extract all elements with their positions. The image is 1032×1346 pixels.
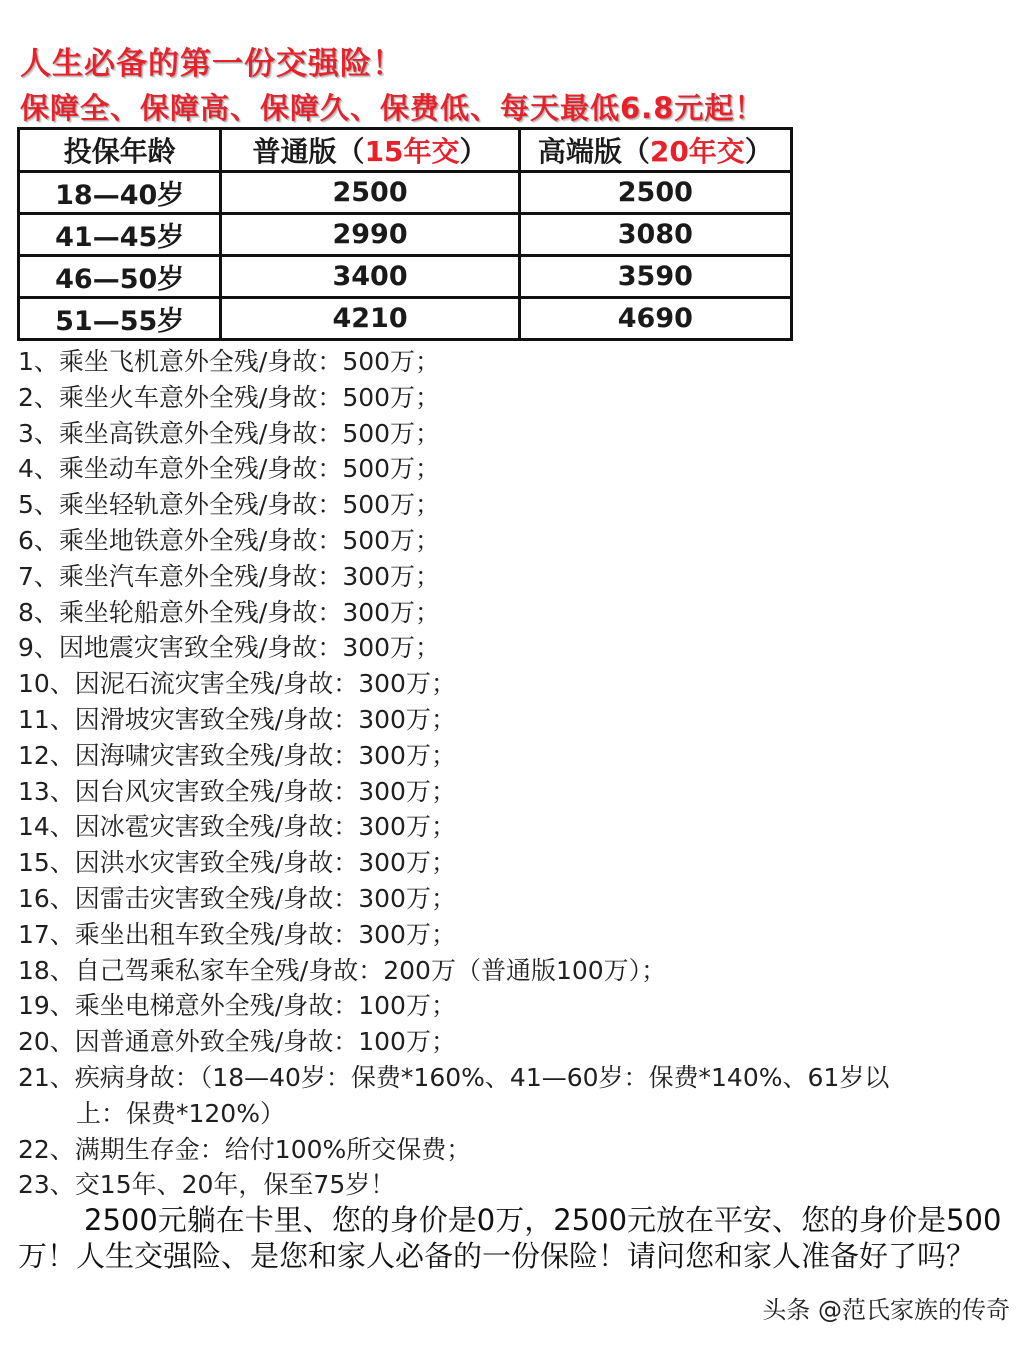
headline-title: 人生必备的第一份交强险！	[20, 46, 404, 82]
list-item: 10、因泥石流灾害全残/身故：300万；	[18, 669, 456, 699]
cell-standard: 2500	[221, 172, 519, 214]
table-row	[19, 172, 792, 214]
cell-age: 51—55岁	[19, 298, 221, 340]
cell-premium: 3590	[519, 256, 791, 298]
list-item: 2、乘坐火车意外全残/身故：500万；	[18, 382, 441, 412]
closing-paragraph: 2500元躺在卡里、您的身价是0万，2500元放在平安、您的身价是500万！人生交强险、是您和家人必备的一份保险！请问您和家人准备好了吗？	[18, 1203, 1002, 1273]
list-item: 11、因滑坡灾害致全残/身故：300万；	[18, 704, 456, 734]
list-item: 7、乘坐汽车意外全残/身故：300万；	[18, 561, 441, 591]
cell-age: 18—40岁	[19, 172, 221, 214]
table-row	[19, 214, 792, 256]
list-item: 6、乘坐地铁意外全残/身故：500万；	[18, 525, 441, 555]
cell-age: 46—50岁	[19, 256, 221, 298]
list-item: 12、因海啸灾害致全残/身故：300万；	[18, 740, 456, 770]
list-item: 19、乘坐电梯意外全残/身故：100万；	[18, 991, 456, 1021]
coverage-list	[18, 344, 1018, 1203]
header-standard	[221, 129, 519, 172]
table-header-row	[19, 129, 792, 172]
header-standard-name: 普通版（	[252, 135, 365, 168]
list-item: 22、满期生存金：给付100%所交保费；	[18, 1134, 472, 1164]
cell-premium: 2500	[519, 172, 791, 214]
list-item: 3、乘坐高铁意外全残/身故：500万；	[18, 418, 441, 448]
header-premium	[519, 129, 791, 172]
header-premium-name: 高端版（	[537, 135, 650, 168]
list-item: 1、乘坐飞机意外全残/身故：500万；	[18, 347, 441, 376]
headline-subtitle: 保障全、保障高、保障久、保费低、每天最低6.8元起！	[20, 91, 765, 125]
header-standard-term: 15年交	[364, 135, 460, 168]
table-row	[19, 256, 792, 298]
header-age: 投保年龄	[19, 129, 221, 172]
list-item: 8、乘坐轮船意外全残/身故：300万；	[18, 597, 441, 627]
illness-line-1: 21、疾病身故：（18—40岁：保费*160%、41—60岁：保费*140%、61岁以	[18, 1062, 890, 1092]
list-item: 4、乘坐动车意外全残/身故：500万；	[18, 454, 441, 484]
premium-table	[17, 127, 793, 341]
cell-age: 41—45岁	[19, 214, 221, 256]
header-premium-term: 20年交	[649, 135, 745, 168]
header-standard-close: ）	[459, 135, 488, 168]
cell-premium: 4690	[519, 298, 791, 340]
list-item: 13、因台风灾害致全残/身故：300万；	[18, 776, 456, 806]
list-item: 15、因洪水灾害致全残/身故：300万；	[18, 848, 456, 878]
list-item: 14、因冰雹灾害致全残/身故：300万；	[18, 812, 456, 842]
list-item: 16、因雷击灾害致全残/身故：300万；	[18, 883, 456, 913]
list-item: 18、自己驾乘私家车全残/身故：200万（普通版100万）；	[18, 955, 667, 985]
list-item: 20、因普通意外致全残/身故：100万；	[18, 1027, 456, 1057]
cell-premium: 3080	[519, 214, 791, 256]
cell-standard: 2990	[221, 214, 519, 256]
list-item: 17、乘坐出租车致全残/身故：300万；	[18, 919, 456, 949]
list-item: 23、交15年、20年，保至75岁！	[18, 1170, 396, 1200]
cell-standard: 3400	[221, 256, 519, 298]
list-item-illness	[18, 1060, 1018, 1132]
illness-line-2: 上：保费*120%）	[76, 1098, 285, 1128]
watermark: 头条 @范氏家族的传奇	[762, 1296, 1010, 1324]
list-item: 9、因地震灾害致全残/身故：300万；	[18, 633, 441, 663]
table-row	[19, 298, 792, 340]
cell-standard: 4210	[221, 298, 519, 340]
header-premium-close: ）	[744, 135, 773, 168]
list-item: 5、乘坐轻轨意外全残/身故：500万；	[18, 490, 441, 520]
